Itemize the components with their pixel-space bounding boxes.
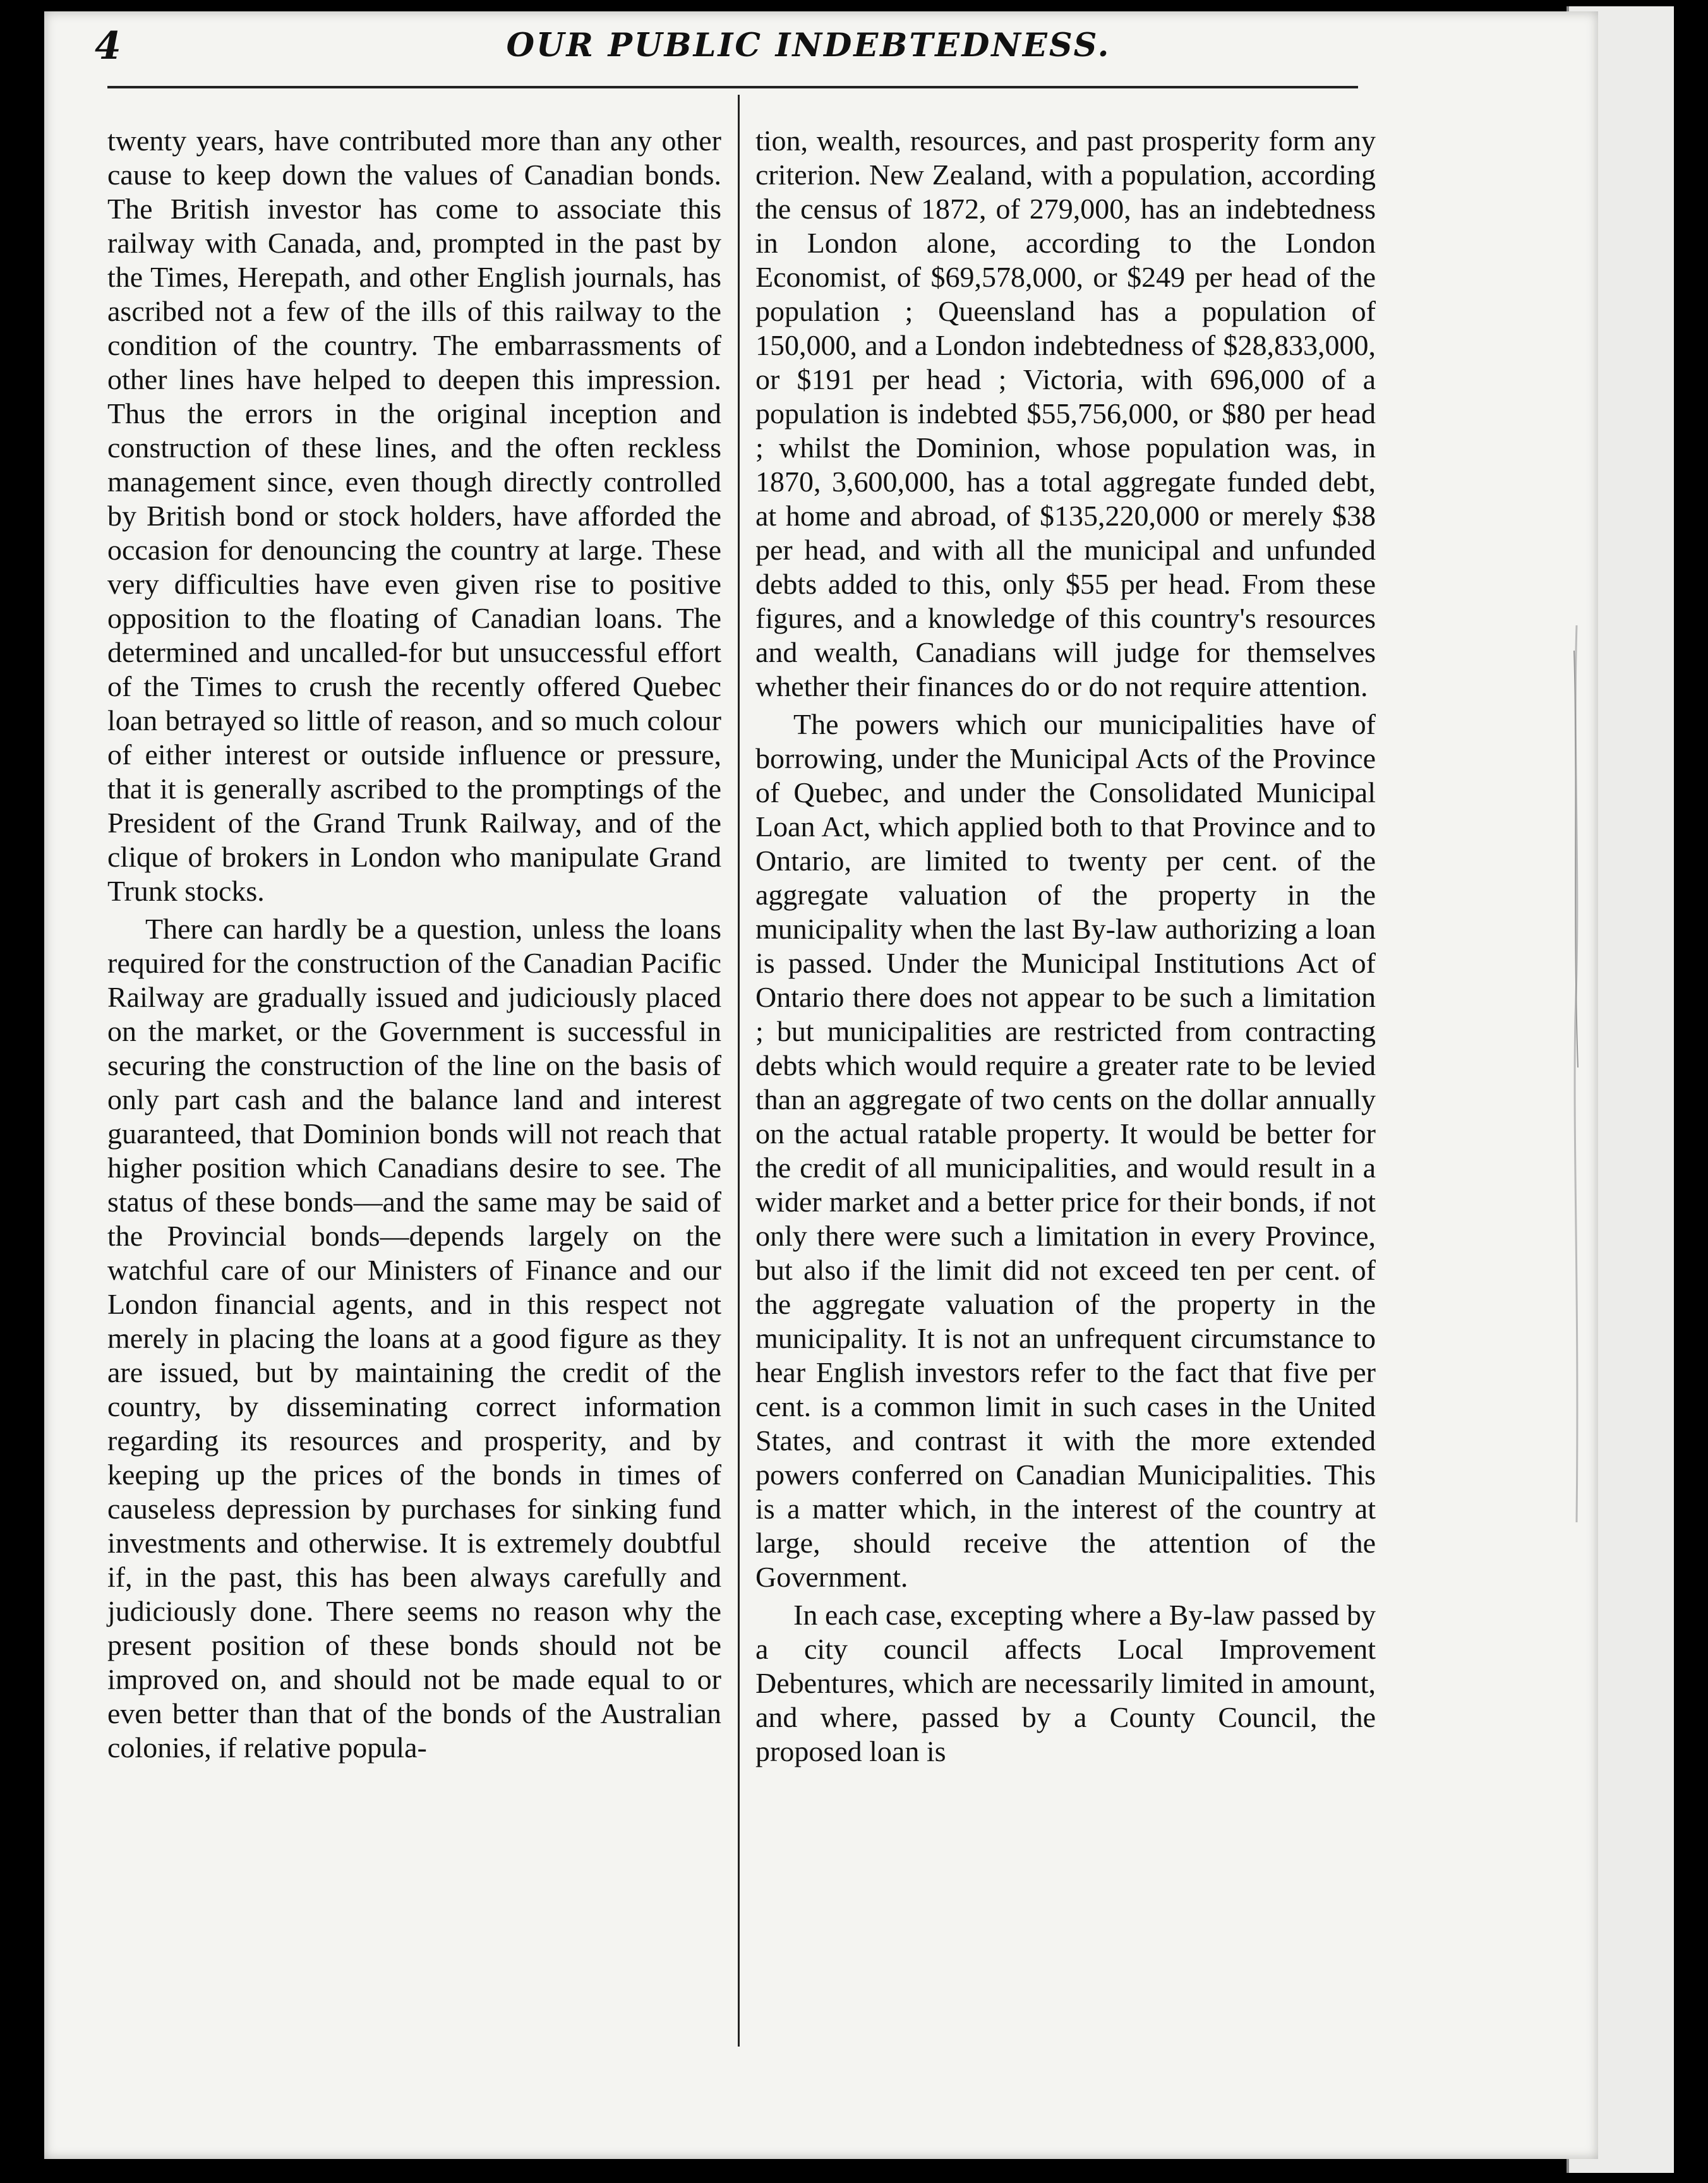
paragraph: The powers which our municipalities have of borrowing, under the Municipal Acts of the Province of Quebec, and under the Consolidated Municipal Loan Act, which applied both to that Province and to Ontario, are limited to twenty per cent. of the aggregate valuation of the property in the municipality when the last By-law authorizing a loan is passed. Under the Municipal Institutions Act of Ontario there does not appear to be such a limitation ; but municipalities are restricted from contracting debts which would require a greater rate to be levied than an aggregate of two cents on the dollar annually on the actual ratable property. It would be better for the credit of all municipalities, and would result in a wider market and a better price for their bonds, if not only there were such a limitation in every Province, but also if the limit did not exceed ten per cent. of the aggregate valuation of the property in the municipality. It is not an unfrequent circumstance to hear English investors refer to the fact that five per cent. is a common limit in such cases in the United States, and contrast it with the more extended powers conferred on Canadian Municipalities. This is a matter which, in the interest of the country at large, should receive the attention of the Government. — [755, 708, 1376, 1593]
paragraph: tion, wealth, resources, and past prosperity form any criterion. New Zealand, with a population, according the census of 1872, of 279,000, has an indebtedness in London alone, according to the London Economist, of $69,578,000, or $249 per head of the population ; Queensland has a population of 150,000, and a London indebtedness of $28,833,000, or $191 per head ; Victoria, with 696,000 of a population is indebted $55,756,000, or $80 per head ; whilst the Dominion, whose population was, in 1870, 3,600,000, has a total aggregate funded debt, at home and abroad, of $135,220,000 or merely $38 per head, and with all the municipal and unfunded debts added to this, only $55 per head. From these figures, and a knowledge of this country's resources and wealth, Canadians will judge for themselves whether their finances do or do not require attention. — [755, 124, 1376, 702]
paragraph: In each case, excepting where a By-law passed by a city council affects Local Improvement Debentures, which are necessarily limited in amount, and where, passed by a County Council, the proposed loan is — [755, 1599, 1376, 1767]
binding-thread — [1572, 625, 1582, 1522]
column-divider — [738, 95, 740, 2047]
page-number: 4 — [95, 24, 121, 68]
right-column — [755, 124, 1376, 1769]
paragraph: There can hardly be a question, unless the loans required for the construction of the Canadian Pacific Railway are gradually issued and judiciously placed on the market, or the Government is successful in securing the construction of the line on the basis of only part cash and the balance land and interest guaranteed, that Dominion bonds will not reach that higher position which Canadians desire to see. The status of these bonds—and the same may be said of the Provincial bonds—depends largely on the watchful care of our Ministers of Finance and our London financial agents, and in this respect not merely in placing the loans at a good figure as they are issued, but by maintaining the credit of the country, by disseminating correct information regarding its resources and prosperity, and by keeping up the prices of the bonds in times of causeless depression by purchases for sinking fund investments and otherwise. It is extremely doubtful if, in the past, this has been always carefully and judiciously done. There seems no reason why the present position of these bonds should not be improved on, and should not be made equal to or even better than that of the bonds of the Australian colonies, if relative popula- — [107, 913, 721, 1764]
scan-border — [1674, 0, 1708, 2183]
running-head: OUR PUBLIC INDEBTEDNESS. — [506, 27, 1111, 64]
paragraph: twenty years, have contributed more than any other cause to keep down the values of Canadian bonds. The British investor has come to associate this railway with Canada, and, prompted in the past by the Times, Herepath, and other English journals, has ascribed not a few of the ills of this railway to the condition of the country. The embarrassments of other lines have helped to deepen this impression. Thus the errors in the original inception and construction of these lines, and the often reckless management since, even though directly controlled by British bond or stock holders, have afforded the occasion for denouncing the country at large. These very difficulties have even given rise to positive opposition to the floating of Canadian loans. The determined and uncalled-for but unsuccessful effort of the Times to crush the recently offered Quebec loan betrayed so little of reason, and so much colour of either interest or outside influence or pressure, that it is generally ascribed to the promptings of the President of the Grand Trunk Railway, and of the clique of brokers in London who manipulate Grand Trunk stocks. — [107, 124, 721, 907]
header-rule — [107, 86, 1358, 88]
left-column — [107, 124, 721, 1765]
